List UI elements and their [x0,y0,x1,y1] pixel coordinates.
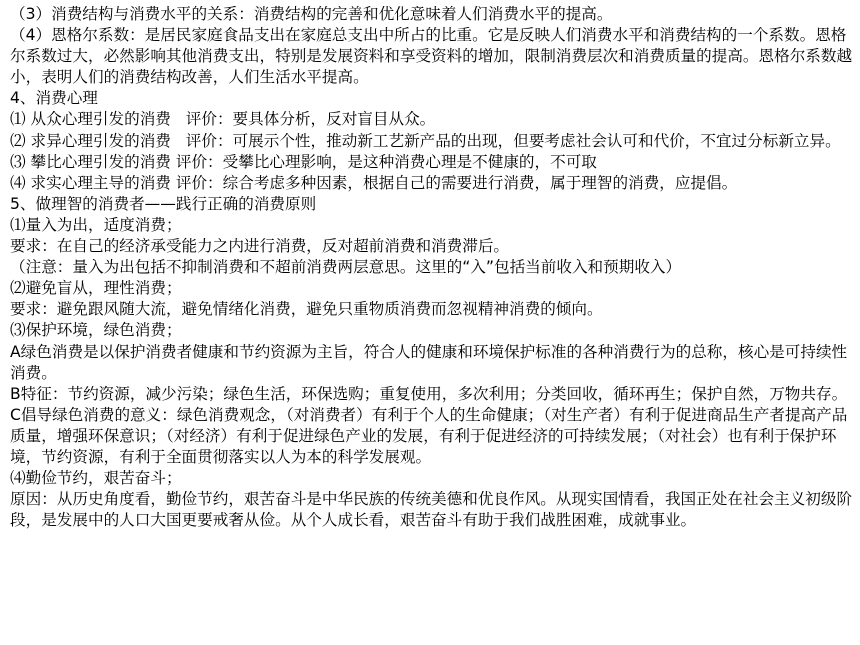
green-consumption-features: B特征：节约资源，减少污染；绿色生活，环保选购；重复使用，多次利用；分类回收，循环再生；保护自然，万物共存。 [10,384,848,403]
requirement-live-within-means: 要求：在自己的经济承受能力之内进行消费，反对超前消费和消费滞后。 [10,237,510,256]
item-conformity-psychology: ⑴ 从众心理引发的消费 评价：要具体分析，反对盲目从众。 [10,110,436,129]
green-consumption-significance: C倡导绿色消费的意义：绿色消费观念，（对消费者）有利于个人的生命健康；（对生产者）有利于促进商品生产者提高产品质量，增强环保意识；（对经济）有利于促进绿色产业的发展，有利于促进经济的可持续发展；（对社会）也有利于保护环境，节约资源，有利于全面贯彻落实以人为本的科学发展观。 [10,405,848,466]
principle-thrift-hard-work: ⑷勤俭节约，艰苦奋斗； [10,469,182,488]
paragraph-engel-coefficient: （4）恩格尔系数：是居民家庭食品支出在家庭总支出中所占的比重。它是反映人们消费水平和消费结构的一个系数。恩格尔系数过大，必然影响其他消费支出，特别是发展资料和享受资料的增加，限制消费层次和消费质量的提高。恩格尔系数越小，表明人们的消费结构改善，人们生活水平提高。 [10,26,853,87]
principle-green-consumption: ⑶保护环境，绿色消费； [10,321,182,340]
paragraph-consumption-structure-level: （3）消费结构与消费水平的关系：消费结构的完善和优化意味着人们消费水平的提高。 [10,5,613,23]
heading-consumer-psychology: 4、消费心理 [10,89,98,108]
item-comparison-psychology: ⑶ 攀比心理引发的消费 评价：受攀比心理影响，是这种消费心理是不健康的，不可取 [10,152,597,171]
heading-rational-consumer: 5、做理智的消费者——践行正确的消费原则 [10,194,317,213]
note-live-within-means: （注意：量入为出包括不抑制消费和不超前消费两层意思。这里的“入”包括当前收入和预期收入） [10,258,682,277]
principle-rational-consumption: ⑵避免盲从，理性消费； [10,279,182,298]
principle-live-within-means: ⑴量入为出，适度消费； [10,215,182,234]
green-consumption-definition: A绿色消费是以保护消费者健康和节约资源为主旨，符合人的健康和环境保护标准的各种消费行为的总称，核心是可持续性消费。 [10,342,848,382]
item-novelty-psychology: ⑵ 求异心理引发的消费 评价：可展示个性，推动新工艺新产品的出现，但要考虑社会认可和代价，不宜过分标新立异。 [10,131,841,150]
item-practical-psychology: ⑷ 求实心理主导的消费 评价：综合考虑多种因素，根据自己的需要进行消费，属于理智的消费，应提倡。 [10,173,738,192]
requirement-rational-consumption: 要求：避免跟风随大流，避免情绪化消费，避免只重物质消费而忽视精神消费的倾向。 [10,300,603,319]
reason-thrift-hard-work: 原因：从历史角度看，勤俭节约，艰苦奋斗是中华民族的传统美德和优良作风。从现实国情看，我国正处在社会主义初级阶段，是发展中的人口大国更要戒奢从俭。从个人成长看，艰苦奋斗有助于我们战胜困难，成就事业。 [10,490,853,530]
